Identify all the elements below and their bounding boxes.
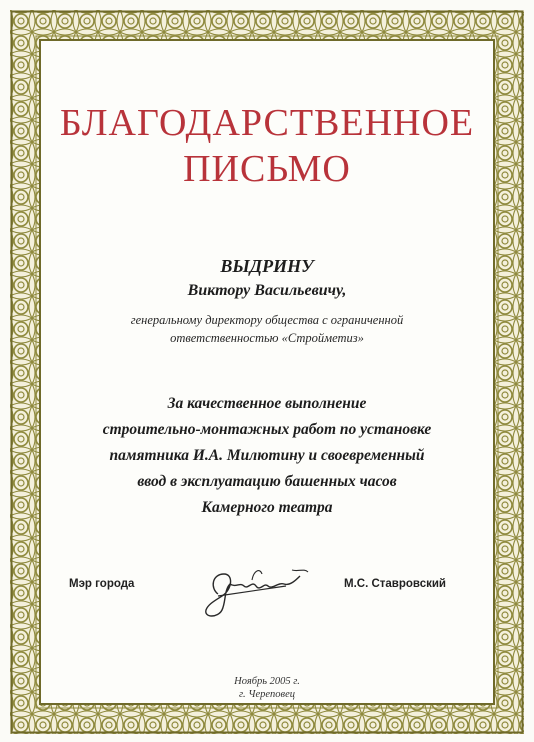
issue-city: г. Череповец <box>239 689 295 700</box>
reason-line-1: За качественное выполнение <box>167 395 367 412</box>
recipient-name: Виктору Васильевичу, <box>187 282 347 299</box>
handwritten-signature <box>188 560 318 622</box>
recipient-position-line-1: генеральному директору общества с ограниченной <box>130 313 404 327</box>
recipient-position-line-2: ответственностью «Стройметиз» <box>170 331 364 345</box>
reason-line-2: строительно-монтажных работ по установке <box>102 421 432 438</box>
reason-line-3: памятника И.А. Милютину и своевременный <box>109 447 425 464</box>
reason-line-4: ввод в эксплуатацию башенных часов <box>137 473 397 490</box>
signatory-role: Мэр города <box>69 578 135 590</box>
title-line-1: БЛАГОДАРСТВЕННОЕ <box>59 102 475 144</box>
title-line-2: ПИСЬМО <box>183 148 351 190</box>
issue-date: Ноябрь 2005 г. <box>234 676 300 687</box>
recipient-surname: ВЫДРИНУ <box>220 256 314 276</box>
reason-line-5: Камерного театра <box>201 499 333 516</box>
signatory-name: М.С. Ставровский <box>344 578 446 590</box>
